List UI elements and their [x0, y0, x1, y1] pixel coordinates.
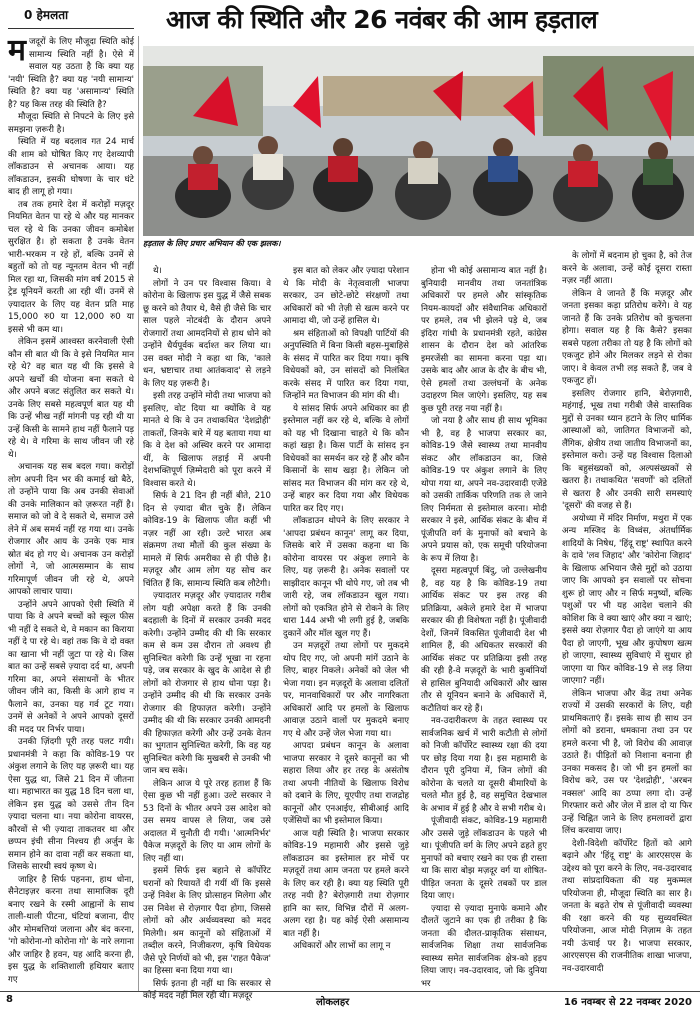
column-5 [562, 250, 692, 992]
paragraph: इसमें सिर्फ इस बहाने से कॉर्पोरेट घरानों को रियायतें दी गयीं थीं कि इससे उन्हें निवेश के लिए प्रोत्साहन मिलेगा और उस निवेश से रोज़गार पैदा होगा, जिससे लोगों को और अर्थव्यवस्था को मदद मिलेगी। श्रम कानूनों को संहिताओं में तब्दील करने, निजीकरण, कृषि विधेयक जैसे पूरे निर्णयों को भी, इस 'राहत पैकेज' का हिस्सा बना दिया गया था। [143, 866, 271, 976]
paragraph: मौजूदा स्थिति से निपटने के लिए इसे समझना ज़रूरी है। [8, 112, 134, 135]
paragraph: थे। [153, 266, 162, 276]
paragraph: दूसरा महत्वपूर्ण बिंदु, जो उल्लेखनीय है, वह यह है कि कोविड-19 तथा आर्थिक संकट पर इस तरह की प्रतिक्रिया, अकेले हमारे देश में भाजपा सरकार की ही विशेषता नहीं है। पूंजीवादी देशों, जिनमें विकसित पूंजीवादी देश भी शामिल हैं, की अधिकतर सरकारों की आर्थिक संकट पर प्रतिक्रिया इसी तरह की रही है-वे मज़दूरों के भारी कुर्बानियों से हासिल बुनियादी अधिकारों और खास तौर से यूनियन बनाने के अधिकारों में, कटौतियां कर रहे हैं। [421, 566, 547, 714]
paragraph: इस बात को लेकर और ज़्यादा परेशान थे कि मोदी के नेतृत्ववाली भाजपा सरकार, उन छोटे-छोटे संरक्षणों तथा अधिकारों को भी तेज़ी से खत्म करने पर आमादा थी, जो उन्हें हासिल थे। [283, 266, 409, 326]
column-3 [283, 265, 409, 992]
column-2 [143, 265, 271, 1001]
paragraph: अचानक यह सब बदल गया। करोड़ों लोग अपनी दिन भर की कमाई खो बैठे, तो उन्होंने पाया कि अब उनकी सेवाओं की उनके मालिकान को ज़रूरत नहीं है। समाज को जो वे दे सकते थे, समाज उसे लेने में अब समर्थ नहीं रह गया था। उनके रोजगार और आय के उनके एक मात्र स्रोत बंद हो गए थे। अचानक उन करोड़ों लोगों ने, जो आत्मसम्मान के साथ गरिमापूर्ण जीवन जी रहे थे, अपने आपको लाचार पाया। [8, 462, 134, 597]
paragraph: जो नया है और साथ ही साथ भूमिका भी है, वह है भाजपा सरकार का, कोविड-19 जैसे स्वास्थ्य तथा मानवीय संकट और लॉकडाउन का, जिसे कोविड-19 पर अंकुश लगाने के लिए थोपा गया था, अपने नव-उदारवादी एजेंडे को उसकी तार्किक परिणति तक ले जाने लिए निर्ममता से इस्तेमाल करना। मोदी सरकार ने इसे, आर्थिक संकट के बीच में पूंजीपति वर्ग के मुनाफों को बचाने के अपने प्रयास को, एक समूची परियोजना के रूप में लिया है। [421, 416, 547, 564]
paragraph: नव-उदारीकरण के तहत स्वास्थ्य पर सार्वजनिक खर्च में भारी कटौती से लोगों को निजी कॉर्पोरेट स्वास्थ्य रक्षा की दया पर छोड़ दिया गया है। इस महामारी के दौरान पूरी दुनिया में, जिन लोगों की कोरोना के चलते या दूसरी बीमारियों के चलते मौत हुई है, वह समुचित देखभाल के अभाव में हुई है और वे सभी गरीब थे। [421, 716, 547, 814]
paragraph: स्थिति में यह बदलाव गत 24 मार्च की शाम को घोषित किए गए देशव्यापी लॉकडाउन से अचानक आया। यह लॉकडाउन, इसकी घोषणा के चार घंटे बाद ही लागू हो गया। [8, 137, 134, 197]
page-footer [0, 994, 700, 1010]
paragraph: पूंजीवादी संकट, कोविड-19 महामारी और उससे जुड़े लॉकडाउन के पहले भी था। पूंजीपति वर्ग के लिए अपने ढहते हुए मुनाफों को बचाए रखने का एक ही रास्ता था कि सारा बोझ मज़दूर वर्ग या शोषित-पीड़ित जनता के दूसरे तबकों पर डाल दिया जाए। [421, 816, 547, 901]
issue-date: 16 नवम्बर से 22 नवम्बर 2020 [563, 997, 692, 1008]
paragraph: आपदा प्रबंधन कानून के अलावा भाजपा सरकार ने दूसरे कानूनों का भी सहारा लिया और हर तरह के असंतोष तथा अपनी नीतियों के खिलाफ विरोध को दबाने के लिए, यूएपीए तथा राजद्रोह कानूनों और एनआईए, सीबीआई आदि एजेंसियों का भी इस्तेमाल किया। [283, 741, 409, 826]
paragraph: इसलिए रोजगार हानि, बेरोज़गारी, महंगाई, भूख तथा गरीबी जैसे वास्तविक मुद्दों से उनका ध्यान हटाने के लिए धार्मिक आस्थाओं को, जातिगत विभाजनों को, लैंगिक, क्षेत्रीय तथा जातीय विभाजनों का, इस्तेमाल करो। उन्हें यह विश्वास दिलाओ कि बहुसंख्यकों को, अल्पसंख्यकों से खतरा है। तथाकथित 'सवर्णों' को दलितों से खतरा है और उनकी सारी समस्याएं 'दूसरों' की वजह से हैं। [562, 388, 692, 511]
paragraph: लॉकडाउन थोपने के लिए सरकार ने 'आपदा प्रबंधन कानून' लागू कर दिया, जिसके बारे में उसका कहना था कि कोरोना वायरस पर अंकुश लगाने के लिए, यह ज़रूरी है। अनेक सवालों पर साझीदार कानून भी थोपे गए, जो तब भी जारी रहे, जब लॉकडाउन खुल गया। लोगों को एकत्रित होने से रोकने के लिए धारा 144 अभी भी लगी हुई है, जबकि दुकानें और मॉल खुल गए हैं। [283, 516, 409, 639]
paragraph: ये सांसद सिर्फ अपने अधिकार का ही इस्तेमाल नहीं कर रहे थे, बल्कि वे लोगों को यह भी दिखाना चाहते थे कि कौन कहां खड़ा है। किस पार्टी के सांसद इन विधेयकों का समर्थन कर रहे हैं और कौन किसानों के साथ खड़ा है। लेकिन जो सांसद मत विभाजन की मांग कर रहे थे, उन्हें बाहर कर दिया गया और विधेयक पारित कर दिए गए। [283, 403, 409, 514]
paragraph: उनकी ज़िंदगी पूरी तरह पलट गयी। प्रधानमंत्री ने कहा कि कोविड-19 पर अंकुश लगाने के लिए यह ज़रूरी था। यह ऐसा युद्ध था, जिसे 21 दिन में जीतना था। महाभारत का युद्ध 18 दिन चला था, लेकिन इस युद्ध को उससे तीन दिन ज़्यादा चलना था। नया कोरोना वायरस, कौरवों से भी ज़्यादा ताकतवर था और छप्पन इंची सीना निश्चय ही अर्जुन के समान होने का दावा नहीं कर सकता था, जिसके सारथी स्वयं कृष्ण थे। [8, 737, 134, 872]
paragraph: श्रम संहिताओं को विपक्षी पार्टियों की अनुपस्थिति में बिना किसी बहस-मुबाहिसे के संसद में पारित कर दिया गया। कृषि विधेयकों को, उन सांसदों को निलंबित करके संसद में पारित कर दिया गया, जिन्होंने मत विभाजन की मांग की थी। [283, 328, 409, 401]
paragraph: इसी तरह उन्होंने मोदी तथा भाजपा को इसलिए, वोट दिया था क्योंकि वे यह मानते थे कि वे उन तथाकथित 'देशद्रोही' ताकतों, जिनके बारे में यह बताया गया था कि वे देश को अस्थिर करने पर आमादा थीं, के खिलाफ लड़ाई में अपनी देशभक्तिपूर्ण ज़िम्मेदारी को पूरा करने में विश्वास करते थे। [143, 391, 271, 489]
paragraph: होना भी कोई असामान्य बात नहीं है। बुनियादी मानवीय तथा जनतांत्रिक अधिकारों पर हमले और सांस्कृतिक नियम-कायदों और संवैधानिक अधिकारों पर हमले, तब भी झेलने पड़े थे, जब इंदिरा गांधी के प्रधानमंत्री रहते, कांग्रेस शासन के दौरान देश को आंतरिक इमरजेंसी का सामना करना पड़ा था। उसके बाद और आज के दौर के बीच भी, ऐसे हमलों तथा उल्लंघनों के अनेक उदाहरण मिल जाएंगे। इसलिए, यह सब कुछ पूरी तरह नया नहीं है। [421, 266, 547, 414]
photo-caption: हड़ताल के लिए प्रचार अभियान की एक झलक। [143, 239, 281, 248]
paragraph: लोगों ने उन पर विश्वास किया। वे कोरोना के खिलाफ इस युद्ध में जैसे सबक छू करने को तैयार थे, वैसे ही जैसे कि चार साल पहले नोटबंदी के दौरान अपने रोजगारों तथा आमदनियों से हाथ धोने को उन्होंने धैर्यपूर्वक बर्दाश्त कर लिया था। उस वक्त मोदी ने कहा था कि, 'काले धन, भ्रष्टाचार तथा आतंकवाद' से लड़ने के लिए यह ज़रूरी है। [143, 278, 271, 389]
page-number: 8 [6, 994, 13, 1005]
paragraph: जाहिर है सिर्फ पहनना, हाथ धोना, सैनेटाइज़र करना तथा सामाजिक दूरी बनाए रखने के रस्मी आह्वानों के साथ ताली-थाली पीटना, घंटियां बजाना, दीए और मोमबत्तियां जलाना और बंद करना, 'गो कोरोना-गो कोरोना गो' के नारे लगाना और जाहिर है हवन, यह आदि करना ही, इस युद्ध के शक्तिशाली हथियार बताए गए [8, 874, 134, 985]
paragraph: अधिकारों और लाभों का लागू न [293, 941, 391, 951]
byline-rule [8, 28, 134, 29]
author-byline: 0 हेमलता [24, 8, 69, 22]
paragraph: आज यही स्थिति है। भाजपा सरकार कोविड-19 महामारी और इससे जुड़े लॉकडाउन का इस्तेमाल हर मोर्चे पर मज़दूरों तथा आम जनता पर हमले करने के लिए कर रही है। क्या यह स्थिति पूरी तरह नयी है? बेरोज़गारी तथा रोज़गार हानि का स्तर, विभिन्न दौरों में अलग-अलग रहा है। यह कोई ऐसी असामान्य बात नहीं है। [283, 828, 409, 939]
publication-name: लोकलहर [316, 997, 350, 1008]
paragraph: उन मज़दूरों तथा लोगों पर मुकदमे थोप दिए गए, जो अपनी मांगें उठाने के लिए, बाहर निकले। अनेकों को जेल भी भेजा गया। इन मज़दूरों के अलावा दलितों पर, मानवाधिकारों पर और नागरिकता अधिकारों आदि पर हमलों के खिलाफ आवाज़ उठाने वालों पर मुकदमे बनाए गए थे और उन्हें जेल भेजा गया था। [283, 641, 409, 739]
drop-cap: म [8, 33, 26, 68]
paragraph: सिर्फ वे 21 दिन ही नहीं बीते, 210 दिन से ज़्यादा बीत चुके हैं। लेकिन कोविड-19 के खिलाफ जीत कहीं भी नज़र नहीं आ रही। उल्टे भारत अब संक्रमण तथा मौतों की कुल संख्या के मामले में सिर्फ अमरीका से ही पीछे है। मज़दूर और आम लोग यह सोच कर चिंतित हैं कि, सामान्य स्थिति कब लौटेगी। [143, 491, 271, 589]
column-1 [8, 33, 134, 992]
rally-photo [143, 46, 694, 236]
paragraph: सिर्फ इतना ही नहीं था कि सरकार से कोई मदद नहीं मिल रही थी। मज़दूर [143, 978, 271, 1001]
paragraph: लेकिन इसमें आश्वस्त करनेवाली ऐसी कौन सी बात थी कि वे इसे नियमित मान रहे थे? वह बात यह थी कि इससे वे अपने खर्चों की योजना बना सकते थे और अपने बजट संतुलित कर सकते थे। उनके लिए सबसे महत्वपूर्ण बात यह थी कि उन्हें भीख नहीं मांगनी पड़ रही थी या उन्हें किसी के सामने हाथ नहीं फैलाने पड़ रहे थे। वे गरिमा के साथ जीवन जी रहे थे। [8, 337, 134, 460]
column-4 [421, 265, 547, 992]
paragraph: अयोध्या में मंदिर निर्माण, मथुरा में एक अन्य मस्जिद के विध्वंस, अंतर्धार्मिक शादियों के निषेध, 'हिंदू राष्ट्र' स्थापित करने के दावे 'लव जिहाद' और 'कोरोना जिहाद' के खिलाफ अभियान जैसे मुद्दों को उठाया जाए कि आपको इन सवालों पर सोचना शुरू हो जाए और न सिर्फ मनुष्यों, बल्कि पशुओं पर भी यह आदेश चलाने की कोशिश कि वे क्या खाएं और क्या न खाएं; इससे क्या रोज़गार पैदा हो जाएंगे या आय पैदा हो जाएगी, भूख और कुपोषण खत्म हो जाएगा, स्वास्थ्य सुविधाएं में सुधार हो जाएगा या फिर कोविड-19 से लड़ लिया जाएगा? नहीं। [562, 513, 692, 686]
paragraph: लेकिन आज ये पूरे तरह हताश हैं कि ऐसा कुछ भी नहीं हुआ। उल्टे सरकार ने 53 दिनों के भीतर अपने उस आदेश को उस समय वापस ले लिया, जब उसे अदालत में चुनौती दी गयी। 'आत्मनिर्भर' पैकेज मज़दूरों के लिए या आम लोगों के लिए नहीं था। [143, 778, 271, 864]
paragraph: लेकिन भाजपा और केंद्र तथा अनेक राज्यों में उसकी सरकारों के लिए, यही प्राथमिकताएं हैं। इसके साथ ही साथ उन लोगों को डराना, धमकाना तथा उन पर हमले करना भी है, जो विरोध की आवाज़ उठाते हैं। पीड़ितों को निशाना बनाना ही उनका मकसद है। जो भी इन हमलों का विरोध करे, उस पर 'देशद्रोही', 'अरबन नक्सल' आदि का ठप्पा लगा दो। उन्हें गिरफ्तार करो और जेल में डाल दो या फिर उन्हें चिह्नित जाने के लिए हमलावरों द्वारा लिंच करवाया जाए। [562, 688, 692, 836]
paragraph: ज़्यादातर मज़दूर और ज़्यादातर गरीब लोग यही अपेक्षा करते हैं कि उनकी बदहाली के दिनों में सरकार उनकी मदद करेगी। उन्होंने उम्मीद की थी कि सरकार कम से कम उस दौरान तो अवश्य ही सुनिश्चित करेगी कि उन्हें भूखा ना रहना पड़े, जब सरकार के खुद के आदेश से ही लोगों को रोजगार से हाथ धोना पड़ा है। उन्होंने उम्मीद की थी कि सरकार उनके रोजगार की हिफाज़त करेगी। उन्होंने उम्मीद की थी कि सरकार उनकी आमदनी की हिफाज़त करेगी और उन्हें उनके वेतन का भुगतान सुनिश्चित करेगी, कि वह यह सुनिश्चित करेगी कि मुखबरी से उनकी भी जान बच सके। [143, 591, 271, 776]
footer-rule [0, 991, 700, 992]
paragraph: ज़्यादा से ज़्यादा मुनाफे कमाने और दौलतें जुटाने का एक ही तरीका है कि जनता की दौलत-प्राकृतिक संसाधन, सार्वजनिक शिक्षा तथा सार्वजनिक स्वास्थ्य समेत सार्वजनिक क्षेत्र-को हड़प लिया जाए। नव-उदारवाद, जो कि दुनिया भर [421, 903, 547, 989]
rally-photo-illustration [143, 46, 694, 236]
paragraph: उन्होंने अपने आपको ऐसी स्थिति में पाया कि वे अपने बच्चों को स्कूल फीस भी नहीं दे सकते थे, वे मकान का किराया नहीं दे पा रहे थे। वहां तक कि वे दो वक्त का खाना भी नहीं जुटा पा रहे थे। जिस बात का उन्हें सबसे ज़्यादा दर्द था, अपनी गरिमा का, अपने संसाधनों के भीतर जीवन जीने का, किसी के आगे हाथ न फैलाने का, उनका यह गर्व टूट गया। उनमें से अनेकों ने अपने आपको दूसरों की मदद पर निर्भर पाया। [8, 599, 134, 735]
column-divider [138, 36, 139, 992]
article-headline: आज की स्थिति और 26 नवंबर की आम हड़ताल [166, 5, 598, 34]
paragraph: देशी-विदेशी कॉर्पोरेट हितों को आगे बढ़ाने और 'हिंदू राष्ट्र' के आरएसएस के उद्देश्य को पूरा करने के लिए, नव-उदारवाद तथा सांप्रदायिकता की यह मुकम्मल परियोजना ही, मौजूदा स्थिति का सार है। जनता के बढ़ते रोष से पूंजीवादी व्यवस्था की रक्षा करने की यह सुव्यवस्थित परियोजना, आज मोदी निज़ाम के तहत नयी ऊंचाई पर है। भाजपा सरकार, आरएसएस की राजनीतिक शाखा भाजपा, नव-उदारवादी [562, 838, 692, 974]
paragraph: तब तक हमारे देश में करोड़ों मज़दूर नियमित वेतन पा रहे थे और यह मानकर चल रहे थे कि उनका जीवन कमोबेश सुरक्षित है। हो सकता है उनके वेतन भारी-भरकम न रहे हों, बल्कि उनमें से बहुतों को तो यह न्यूनतम वेतन भी नहीं मिल रहा था, जिसकी मांग वर्ष 2015 से ट्रेड यूनियनें करती आ रही थीं। उनमें से ज़्यादातर के लिए यह वेतन प्रति माह 15,000 रु0 या 12,000 रु0 या इससे भी कम था। [8, 199, 134, 335]
paragraph: जदूरों के लिए मौजूदा स्थिति कोई सामान्य स्थिति नहीं है। ऐसे में सवाल यह उठता है कि क्या यह 'नयी' स्थिति है? क्या यह 'नयी सामान्य' स्थिति है? क्या यह 'असामान्य' स्थिति है? यह किस तरह की स्थिति है? [8, 37, 134, 110]
paragraph: के लोगों में बदनाम हो चुका है, को तेज करने के अलावा, उन्हें कोई दूसरा रास्ता नज़र नहीं आता। [562, 251, 692, 286]
paragraph: लेकिन वे जानते हैं कि मज़दूर और जनता इसका कड़ा प्रतिरोध करेंगे। वे यह जानते हैं कि उनके प्रतिरोध को कुचलना होगा। सवाल यह है कि कैसे? इसका सबसे पहला तरीका तो यह है कि लोगों को एकजुट होने और मिलकर लड़ने से रोका जाए। वे केवल तभी लड़ सकते हैं, जब वे एकजुट हों। [562, 288, 692, 386]
